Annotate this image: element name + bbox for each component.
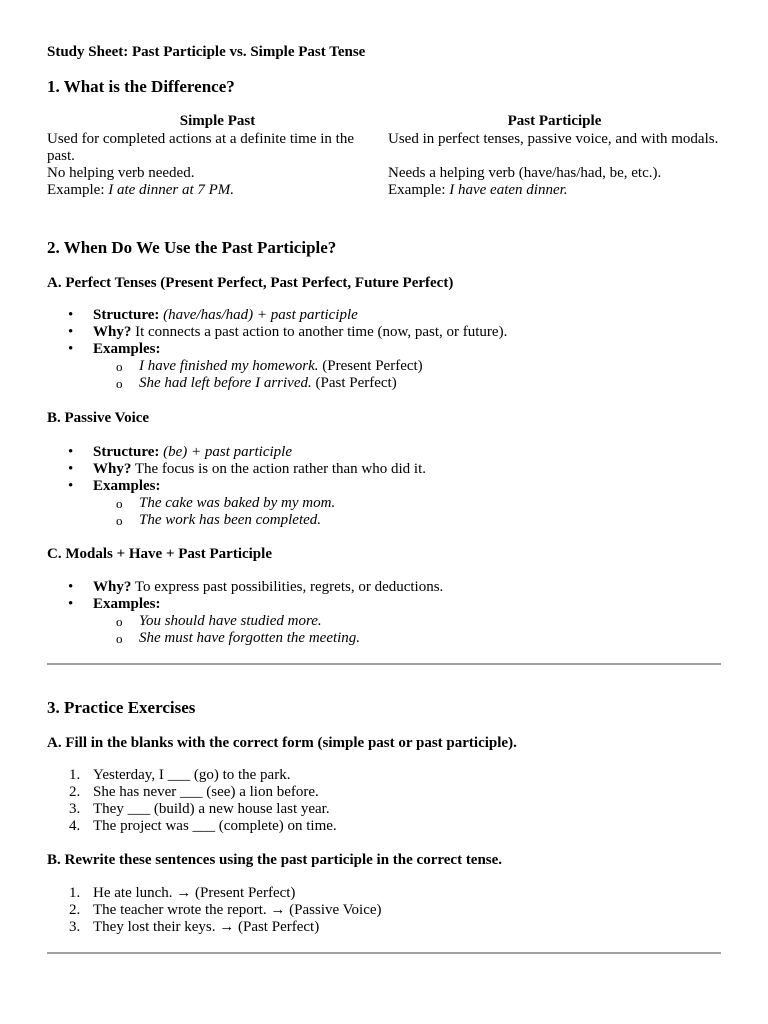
table-cell: Needs a helping verb (have/has/had, be, etc.). — [388, 165, 662, 181]
list-item — [47, 444, 721, 461]
subsection-c-heading: C. Modals + Have + Past Participle — [47, 546, 272, 562]
why-text: To express past possibilities, regrets, or deductions. — [134, 579, 444, 595]
circle-bullet-icon: o — [116, 614, 123, 629]
document-title: Study Sheet: Past Participle vs. Simple Past Tense — [47, 44, 366, 60]
table-row-example — [47, 182, 721, 199]
circle-bullet-icon: o — [116, 376, 123, 391]
examples-sublist — [93, 495, 721, 529]
example-text: I ate dinner at 7 PM. — [108, 182, 235, 198]
item-text: They lost their keys. → (Past Perfect) — [93, 919, 320, 935]
example-label: Example: — [47, 182, 109, 198]
item-number: 4. — [69, 818, 81, 834]
list-item — [47, 341, 721, 392]
table-header-simple-past: Simple Past — [179, 113, 256, 129]
item-number: 3. — [69, 919, 81, 935]
bullet-icon: • — [68, 579, 74, 595]
exercise-item — [47, 801, 721, 818]
item-text: She has never ___ (see) a lion before. — [93, 784, 319, 800]
bullet-icon: • — [68, 444, 74, 460]
examples-sublist — [93, 613, 721, 647]
comparison-table — [47, 113, 721, 199]
example-note: (Past Perfect) — [315, 375, 397, 391]
item-number: 1. — [69, 885, 81, 901]
example-sentence: You should have studied more. — [139, 613, 322, 629]
table-cell — [47, 182, 388, 199]
structure-text: (be) + past participle — [163, 444, 292, 460]
list-item — [47, 579, 721, 596]
why-label: Why? — [93, 324, 132, 340]
bullet-icon: • — [68, 324, 74, 340]
exercise-item — [47, 919, 721, 936]
exercise-item — [47, 902, 721, 919]
perfect-tenses-list — [47, 307, 721, 392]
examples-sublist — [93, 358, 721, 392]
list-item — [47, 461, 721, 478]
section-3-heading: 3. Practice Exercises — [47, 698, 196, 717]
item-number: 2. — [69, 784, 81, 800]
exercise-item — [47, 818, 721, 835]
item-number: 1. — [69, 767, 81, 783]
item-text: Yesterday, I ___ (go) to the park. — [93, 767, 291, 783]
example-text: I have eaten dinner. — [449, 182, 568, 198]
item-number: 3. — [69, 801, 81, 817]
circle-bullet-icon: o — [116, 513, 123, 528]
example-note: (Present Perfect) — [322, 358, 423, 374]
list-item — [47, 307, 721, 324]
table-cell: Used for completed actions at a definite time in the past. — [47, 131, 354, 164]
horizontal-divider — [47, 952, 721, 954]
list-item — [93, 375, 721, 392]
table-header-row — [47, 113, 721, 131]
list-item — [93, 512, 721, 529]
table-header-past-participle: Past Participle — [507, 113, 602, 129]
examples-label: Examples: — [93, 341, 161, 357]
structure-label: Structure: — [93, 307, 160, 323]
bullet-icon: • — [68, 461, 74, 477]
exercise-item — [47, 767, 721, 784]
passive-voice-list — [47, 444, 721, 529]
item-text: The teacher wrote the report. → (Passive Voice) — [93, 902, 382, 918]
bullet-icon: • — [68, 478, 74, 494]
item-text: The project was ___ (complete) on time. — [93, 818, 337, 834]
circle-bullet-icon: o — [116, 631, 123, 646]
list-item — [47, 324, 721, 341]
list-item — [47, 596, 721, 647]
item-number: 2. — [69, 902, 81, 918]
item-text: He ate lunch. → (Present Perfect) — [93, 885, 296, 901]
example-sentence: The cake was baked by my mom. — [139, 495, 336, 511]
subsection-b-heading: B. Passive Voice — [47, 410, 150, 426]
subsection-a-heading: A. Perfect Tenses (Present Perfect, Past Perfect, Future Perfect) — [47, 275, 454, 291]
why-text: It connects a past action to another time (now, past, or future). — [135, 324, 508, 340]
exercise-a-heading: A. Fill in the blanks with the correct form (simple past or past participle). — [47, 735, 517, 751]
examples-label: Examples: — [93, 478, 161, 494]
structure-label: Structure: — [93, 444, 160, 460]
why-label: Why? — [93, 461, 132, 477]
example-sentence: She had left before I arrived. — [139, 375, 312, 391]
section-1-heading: 1. What is the Difference? — [47, 77, 235, 96]
exercise-item — [47, 784, 721, 801]
bullet-icon: • — [68, 596, 74, 612]
list-item — [93, 613, 721, 630]
examples-label: Examples: — [93, 596, 161, 612]
structure-text: (have/has/had) + past participle — [163, 307, 358, 323]
example-sentence: She must have forgotten the meeting. — [139, 630, 361, 646]
table-cell: No helping verb needed. — [47, 165, 195, 181]
example-sentence: The work has been completed. — [139, 512, 322, 528]
circle-bullet-icon: o — [116, 496, 123, 511]
bullet-icon: • — [68, 307, 74, 323]
list-item — [93, 495, 721, 512]
rewrite-sentences-list — [47, 885, 721, 936]
table-cell — [388, 182, 721, 199]
table-row — [47, 131, 721, 165]
why-label: Why? — [93, 579, 132, 595]
fill-in-blanks-list — [47, 767, 721, 835]
table-cell: Used in perfect tenses, passive voice, and with modals. — [388, 131, 719, 147]
item-text: They ___ (build) a new house last year. — [93, 801, 330, 817]
exercise-b-heading: B. Rewrite these sentences using the past participle in the correct tense. — [47, 852, 503, 868]
list-item — [93, 630, 721, 647]
example-sentence: I have finished my homework. — [139, 358, 319, 374]
circle-bullet-icon: o — [116, 359, 123, 374]
example-label: Example: — [388, 182, 450, 198]
list-item — [47, 478, 721, 529]
why-text: The focus is on the action rather than who did it. — [134, 461, 427, 477]
list-item — [93, 358, 721, 375]
modals-list — [47, 579, 721, 647]
exercise-item — [47, 885, 721, 902]
bullet-icon: • — [68, 341, 74, 357]
horizontal-divider — [47, 663, 721, 665]
section-2-heading: 2. When Do We Use the Past Participle? — [47, 238, 337, 257]
table-row — [47, 165, 721, 182]
